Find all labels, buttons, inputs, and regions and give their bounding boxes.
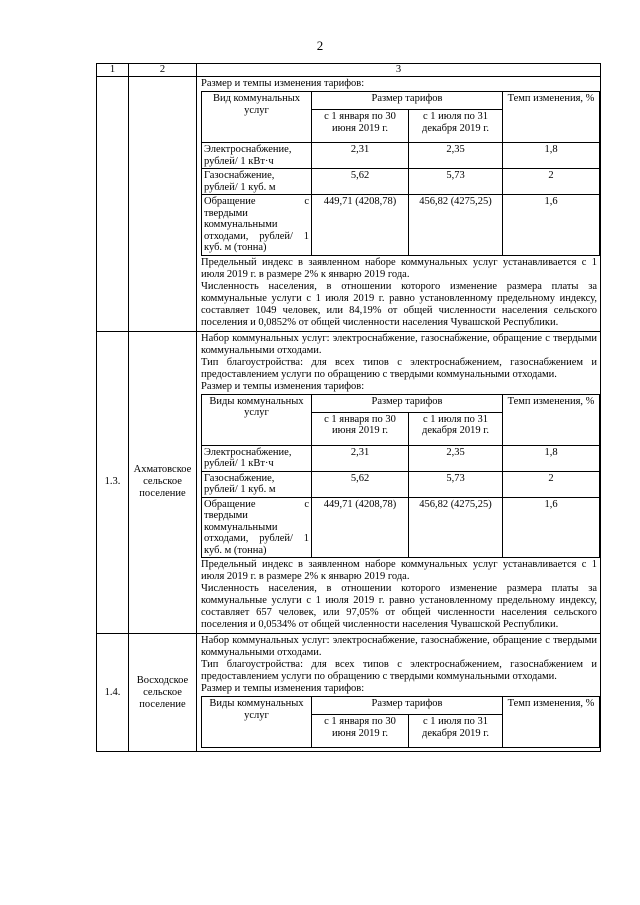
tariff-row-electricity	[202, 143, 600, 169]
tariff-rate: 2	[503, 471, 600, 497]
table-row	[97, 634, 601, 752]
population-text: Численность населения, в отношении которого изменение размера платы за коммунальные услуги с 1 июля 2019 г. равно установленному предельному индексу, составляет 657 человек, или 97,05% от общей численности населения сельского поселения и 0,0534% от общей численности населения Чувашской Республики.	[201, 583, 597, 630]
tariff-value-p2: 2,35	[409, 143, 503, 169]
tariff-service: Электроснабжение, рублей/ 1 кВт·ч	[202, 445, 312, 471]
tariff-header-rate: Темп изменения, %	[503, 394, 600, 445]
limit-index-text: Предельный индекс в заявленном наборе коммунальных услуг устанавливается с 1 июля 2019 г. в размере 2% к январю 2019 года.	[201, 559, 597, 582]
table-row	[97, 77, 601, 332]
tariff-rate: 1,8	[503, 445, 600, 471]
header-col-3: 3	[197, 64, 601, 77]
row-index	[97, 77, 129, 332]
tariff-service: Газоснабжение, рублей/ 1 куб. м	[202, 169, 312, 195]
header-col-2: 2	[129, 64, 197, 77]
tariff-service: Газоснабжение, рублей/ 1 куб. м	[202, 471, 312, 497]
tariff-value-p2: 456,82 (4275,25)	[409, 195, 503, 256]
tariff-value-p1: 5,62	[312, 471, 409, 497]
row-index: 1.3.	[97, 331, 129, 634]
settlement-name: Восходское сельское поселение	[129, 634, 197, 752]
tariff-value-p2: 2,35	[409, 445, 503, 471]
tariff-value-p1: 2,31	[312, 445, 409, 471]
tariff-header-service: Виды коммунальных услуг	[202, 394, 312, 445]
services-set-text: Набор коммунальных услуг: электроснабжение, газоснабжение, обращение с твердыми коммунальными отходами.	[201, 635, 597, 658]
tariff-rate: 1,8	[503, 143, 600, 169]
tariff-service: Электроснабжение, рублей/ 1 кВт·ч	[202, 143, 312, 169]
tariff-header-period-2: с 1 июля по 31 декабря 2019 г.	[409, 110, 503, 143]
tariff-row-waste	[202, 195, 600, 256]
tariff-header-rate: Темп изменения, %	[503, 92, 600, 143]
tariff-header-size: Размер тарифов	[312, 394, 503, 412]
tariff-value-p1: 5,62	[312, 169, 409, 195]
row-content	[197, 331, 601, 634]
tariff-header-period-1: с 1 января по 30 июня 2019 г.	[312, 110, 409, 143]
tariff-value-p2: 5,73	[409, 169, 503, 195]
header-col-1: 1	[97, 64, 129, 77]
tariff-value-p1: 2,31	[312, 143, 409, 169]
tariff-row-electricity	[202, 445, 600, 471]
services-set-text: Набор коммунальных услуг: электроснабжение, газоснабжение, обращение с твердыми коммунальными отходами.	[201, 332, 597, 356]
settlement-name	[129, 77, 197, 332]
table-row	[97, 331, 601, 634]
row-index: 1.4.	[97, 634, 129, 752]
improvement-type-text: Тип благоустройства: для всех типов с электроснабжением, газоснабжением и предоставлением услуги по обращению с твердыми коммунальными отходами.	[201, 659, 597, 682]
row-content	[197, 634, 601, 752]
limit-index-text: Предельный индекс в заявленном наборе коммунальных услуг устанавливается с 1 июля 2019 г. в размере 2% к январю 2019 года.	[201, 256, 597, 280]
population-text: Численность населения, в отношении которого изменение размера платы за коммунальные услуги с 1 июля 2019 г. равно установленному предельному индексу, составляет 1049 человек, или 84,19% от общей численности населения сельского поселения и 0,0852% от общей численности населения Чувашской Республики.	[201, 280, 597, 328]
row-content	[197, 77, 601, 332]
tariff-service: Обращение с твердыми коммунальными отходами, рублей/ 1 куб. м (тонна)	[202, 195, 312, 256]
tariff-header-period-2: с 1 июля по 31 декабря 2019 г.	[409, 715, 503, 748]
tariff-table	[201, 696, 600, 748]
tariff-rate: 2	[503, 169, 600, 195]
tariff-header-size: Размер тарифов	[312, 697, 503, 715]
tariff-header-period-2: с 1 июля по 31 декабря 2019 г.	[409, 412, 503, 445]
tariff-header-rate: Темп изменения, %	[503, 697, 600, 748]
tariff-intro: Размер и темпы изменения тарифов:	[201, 380, 365, 392]
tariff-header-size: Размер тарифов	[312, 92, 503, 110]
tariff-value-p1: 449,71 (4208,78)	[312, 195, 409, 256]
tariff-intro: Размер и темпы изменения тарифов:	[201, 78, 365, 89]
tariff-row-waste	[202, 497, 600, 558]
tariff-table	[201, 394, 600, 559]
tariff-value-p2: 456,82 (4275,25)	[409, 497, 503, 558]
tariff-header-service: Вид коммунальных услуг	[202, 92, 312, 143]
tariff-intro: Размер и темпы изменения тарифов:	[201, 683, 365, 694]
tariff-rate: 1,6	[503, 195, 600, 256]
document-table	[96, 63, 601, 752]
tariff-header-period-1: с 1 января по 30 июня 2019 г.	[312, 715, 409, 748]
tariff-value-p2: 5,73	[409, 471, 503, 497]
settlement-name: Ахматовское сельское поселение	[129, 331, 197, 634]
tariff-row-gas	[202, 169, 600, 195]
tariff-header-period-1: с 1 января по 30 июня 2019 г.	[312, 412, 409, 445]
page-number: 2	[316, 38, 324, 53]
tariff-table	[201, 91, 600, 256]
tariff-rate: 1,6	[503, 497, 600, 558]
improvement-type-text: Тип благоустройства: для всех типов с электроснабжением, газоснабжением и предоставлением услуги по обращению с твердыми коммунальными отходами.	[201, 356, 597, 380]
tariff-row-gas	[202, 471, 600, 497]
tariff-service: Обращение с твердыми коммунальными отходами, рублей/ 1 куб. м (тонна)	[202, 497, 312, 558]
tariff-header-service: Виды коммунальных услуг	[202, 697, 312, 748]
tariff-value-p1: 449,71 (4208,78)	[312, 497, 409, 558]
header-row	[97, 64, 601, 77]
